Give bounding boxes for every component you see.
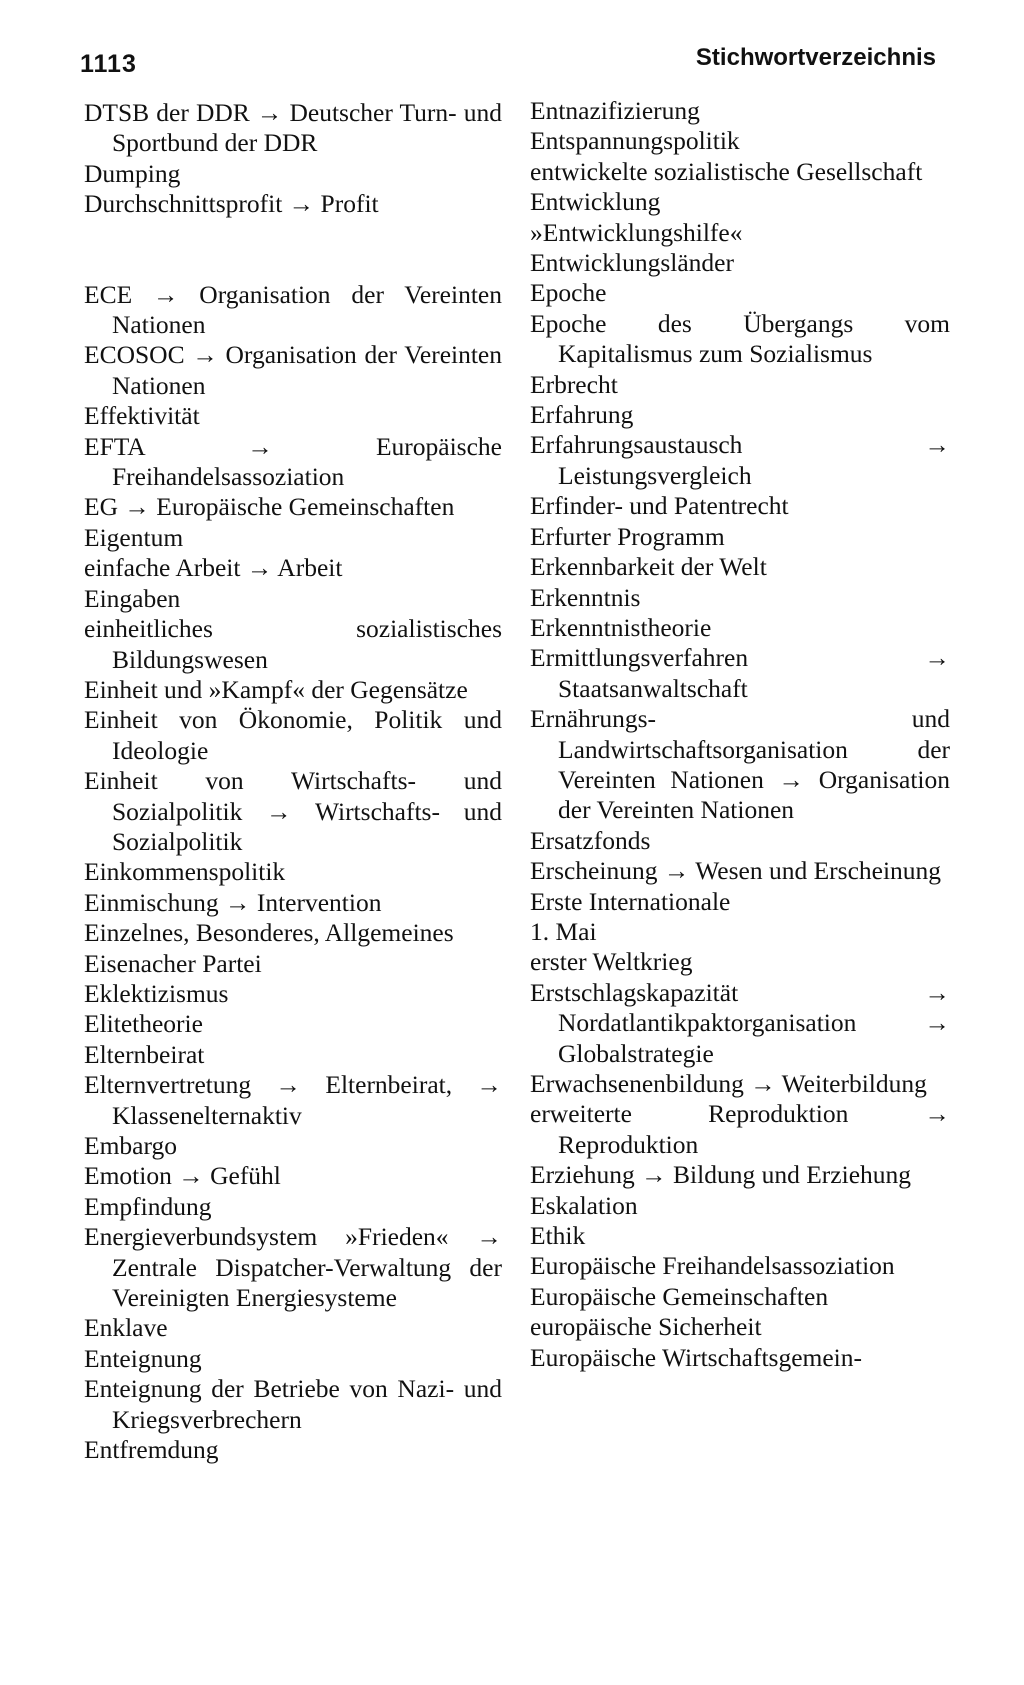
index-entry: Entspannungspolitik [530,126,740,156]
index-entry: Europäische Wirtschaftsgemein- [530,1342,863,1372]
index-entry: Eskalation [530,1190,638,1220]
index-entry: Europäische Freihandelsassoziation [530,1251,895,1281]
index-entry: Erfahrung [530,400,634,430]
index-entry: Einkommenspolitik [84,857,286,887]
index-entry: Epoche des Übergangs vom Kapitalismus zum Sozialismus [530,308,950,369]
index-entry: Enteignung [84,1343,202,1373]
index-entry: Eisenacher Partei [84,948,262,978]
index-entry: EG → Europäische Gemeinschaften [84,492,455,522]
index-entry: Effektivität [84,401,200,431]
index-entry: Einmischung → Intervention [84,887,382,917]
index-entry: Einheit von Ökonomie, Politik und Ideologie [84,705,502,765]
index-entry: Erwachsenenbildung → Weiterbildung [530,1069,927,1098]
index-entry: ECOSOC → Organisation der Vereinten Nationen [84,340,502,400]
index-entry: Empfindung [84,1191,212,1221]
index-entry: Enklave [84,1313,168,1343]
index-entry: Enteignung der Betriebe von Nazi- und Kriegsverbrechern [84,1374,502,1434]
index-entry: Embargo [84,1131,178,1160]
index-entry: Eingaben [84,583,181,613]
index-entry: Erfahrungsaustausch → Leistungsvergleich [530,430,950,490]
index-entry: Einheit von Wirtschafts- und Sozialpolitik → Wirtschafts- und Sozialpolitik [84,766,502,856]
index-entry: Erstschlagskapazität → Nordatlantikpaktorganisation → Globalstrategie [530,977,950,1068]
index-entry: Ersatzfonds [530,825,651,855]
index-entry: Ermittlungsverfahren → Staatsanwaltschaft [530,643,950,703]
index-entry: 1. Mai [530,916,597,946]
index-entry: Eklektizismus [84,978,229,1008]
index-entry: Emotion → Gefühl [84,1161,281,1191]
index-entry: Erfinder- und Patentrecht [530,491,789,521]
index-entry: DTSB der DDR → Deutscher Turn- und Sportbund der DDR [84,98,502,158]
index-entry: Entfremdung [84,1435,219,1465]
index-entry: Epoche [530,278,607,308]
index-entry: Erkennbarkeit der Welt [530,552,767,582]
index-entry: Erste Internationale [530,886,731,916]
letter-group-gap [84,220,502,280]
index-entry: Erfurter Programm [530,521,725,551]
index-entry: EFTA → Europäische Freihandelsassoziation [84,431,502,492]
index-entry: Ethik [530,1221,586,1251]
index-entry: ECE → Organisation der Vereinten Nationen [84,279,502,340]
index-entry: Einzelnes, Besonderes, Allgemeines [84,918,454,948]
index-entry: einfache Arbeit → Arbeit [84,553,343,583]
index-entry: Energieverbundsystem »Frieden« → Zentrale Dispatcher-Verwaltung der Vereinigten Energiesysteme [84,1222,502,1313]
index-entry: Eigentum [84,522,184,552]
index-entry: Erscheinung → Wesen und Erscheinung [530,856,942,886]
index-entry: Elitetheorie [84,1009,203,1039]
index-entry: Erziehung → Bildung und Erziehung [530,1160,912,1190]
index-entry: europäische Sicherheit [530,1312,762,1342]
index-entry: »Entwicklungshilfe« [530,217,743,247]
index-entry: Dumping [84,158,181,188]
index-entry: erster Weltkrieg [530,947,693,977]
index-entry: Ernährungs- und Landwirtschaftsorganisation der Vereinten Nationen → Organisation der Vereinten Nationen [530,704,950,825]
index-entry: erweiterte Reproduktion → Reproduktion [530,1099,950,1159]
index-column-left [84,98,502,1465]
index-entry: Entnazifizierung [530,96,700,125]
index-entry: Elternbeirat [84,1039,205,1069]
index-entry: Elternvertretung → Elternbeirat, → Klassenelternaktiv [84,1070,502,1130]
index-entry: Erbrecht [530,369,618,399]
index-entry: Durchschnittsprofit → Profit [84,189,379,219]
index-entry: Entwicklungsländer [530,248,734,278]
running-title: Stichwortverzeichnis [695,44,936,71]
page-number: 1113 [80,50,137,78]
index-entry: einheitliches sozialistisches Bildungswesen [84,614,502,674]
index-entry: Entwicklung [530,187,661,217]
index-entry: Einheit und »Kampf« der Gegensätze [84,674,468,704]
index-column-right [530,96,950,1373]
index-entry: Erkenntnistheorie [530,612,712,642]
index-entry: Erkenntnis [530,582,641,612]
index-entry: Europäische Gemeinschaften [530,1281,829,1311]
index-entry: entwickelte sozialistische Gesellschaft [530,156,923,186]
